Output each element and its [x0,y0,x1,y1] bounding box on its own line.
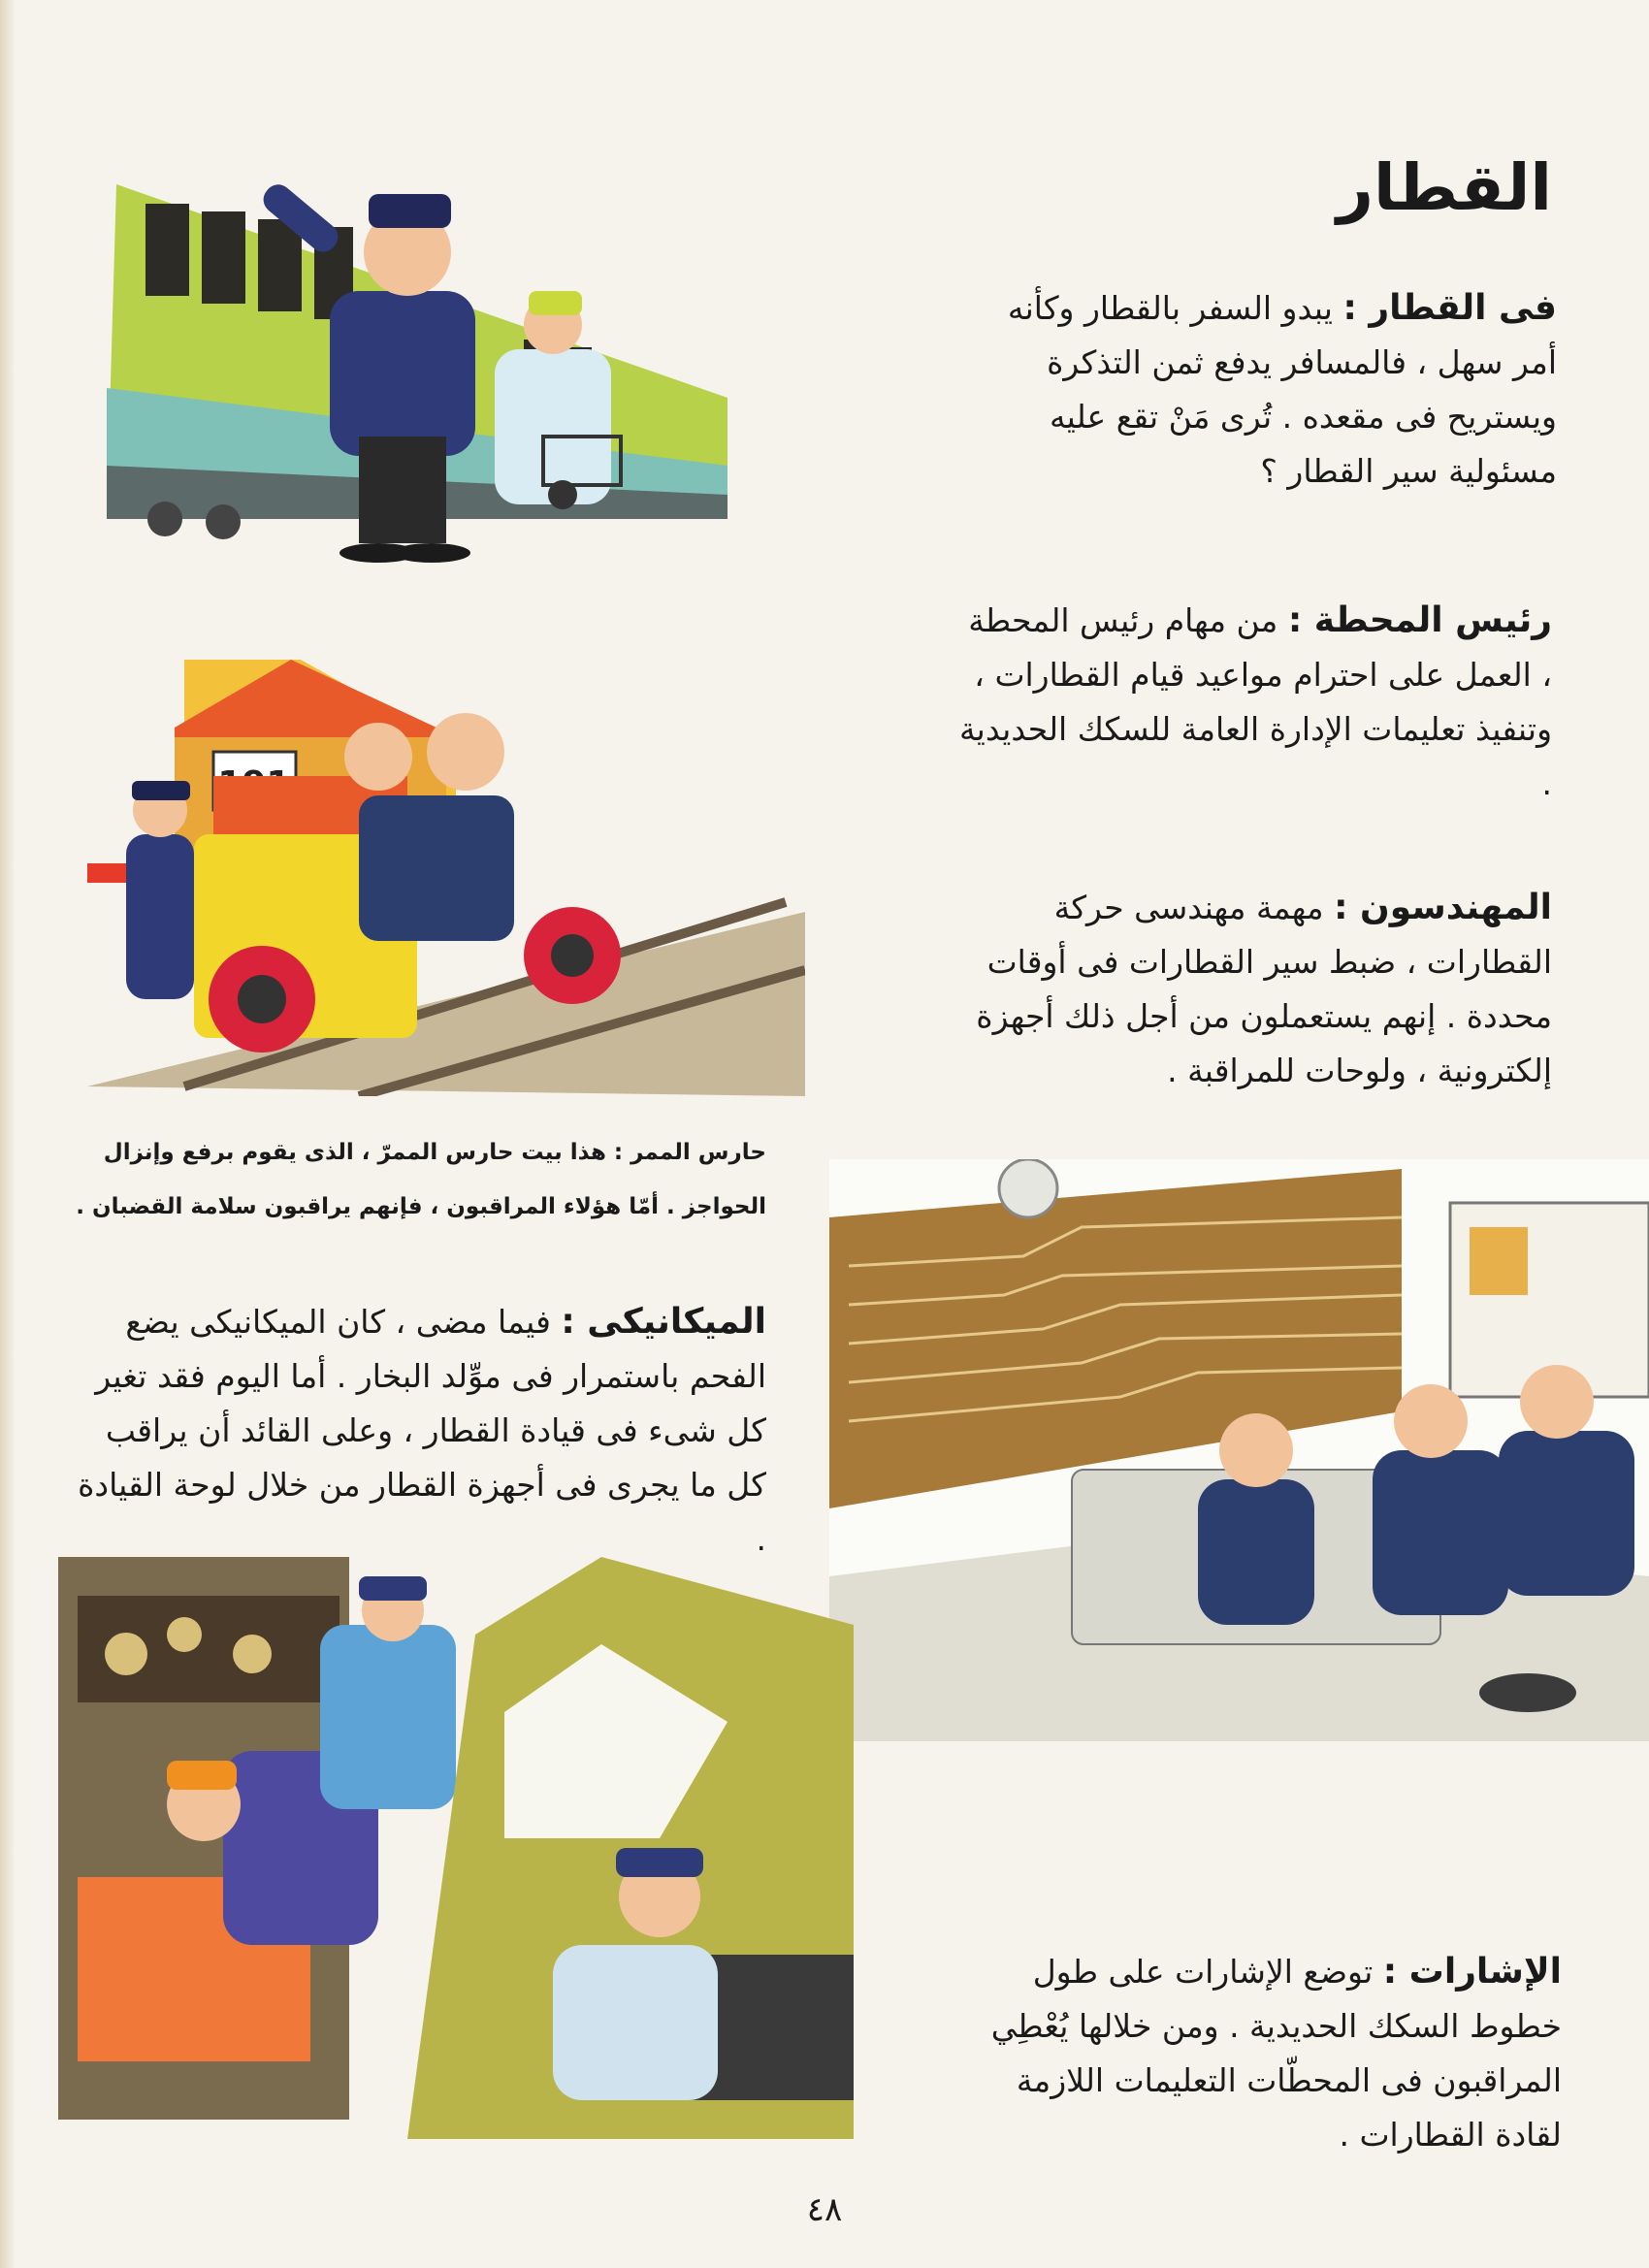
section-text: فيما مضى ، كان الميكانيكى يضع الفحم باستمرار فى موِّلد البخار . أما اليوم فقد تغير كل شىء فى قيادة القطار ، وعلى القائد أن يراقب كل ما يجرى فى أجهزة القطار من خلال لوحة القيادة . [78,1303,766,1558]
section-station-master [951,594,1552,811]
mechanics-illustration [58,1557,854,2139]
section-heading: الميكانيكى : [561,1302,766,1342]
image-caption: حارس الممر : هذا بيت حارس الممرّ ، الذى يقوم برفع وإنزال الحواجز . أمّا هؤلاء المراقبون ، فإنهم يراقبون سلامة القضبان . [76,1140,766,1219]
page-number: ٤٨ [806,2190,843,2229]
section-text: توضع الإشارات على طول خطوط السكك الحديدية . ومن خلالها يُعْطِي المراقبون فى المحطّات التعليمات اللازمة لقادة القطارات . [990,1953,1562,2154]
section-heading: المهندسون : [1334,888,1552,927]
section-train [955,281,1557,499]
section-heading: رئيس المحطة : [1287,600,1552,640]
section-text: يبدو السفر بالقطار وكأنه أمر سهل ، فالمسافر يدفع ثمن التذكرة ويستريح فى مقعده . تُرى مَنْ تقع عليه مسئولية سير القطار ؟ [1007,289,1557,490]
section-mechanic [73,1295,766,1567]
page-edge [0,0,14,2268]
page-title: القطار [1337,150,1552,225]
train-station-illustration [87,146,786,563]
section-text: من مهام رئيس المحطة ، العمل على احترام مواعيد قيام القطارات ، وتنفيذ تعليمات الإدارة العامة للسكك الحديدية . [958,601,1552,802]
section-text: مهمة مهندسى حركة القطارات ، ضبط سير القطارات فى أوقات محددة . إنهم يستعملون من أجل ذلك أجهزة إلكترونية ، ولوحات للمراقبة . [976,889,1552,1089]
section-engineers [951,881,1552,1098]
section-heading: الإشارات : [1382,1952,1562,1992]
section-signals [970,1945,1562,2162]
control-room-illustration [829,1159,1649,1741]
section-heading: فى القطار : [1342,288,1557,328]
crossing-keeper-illustration [68,660,805,1096]
